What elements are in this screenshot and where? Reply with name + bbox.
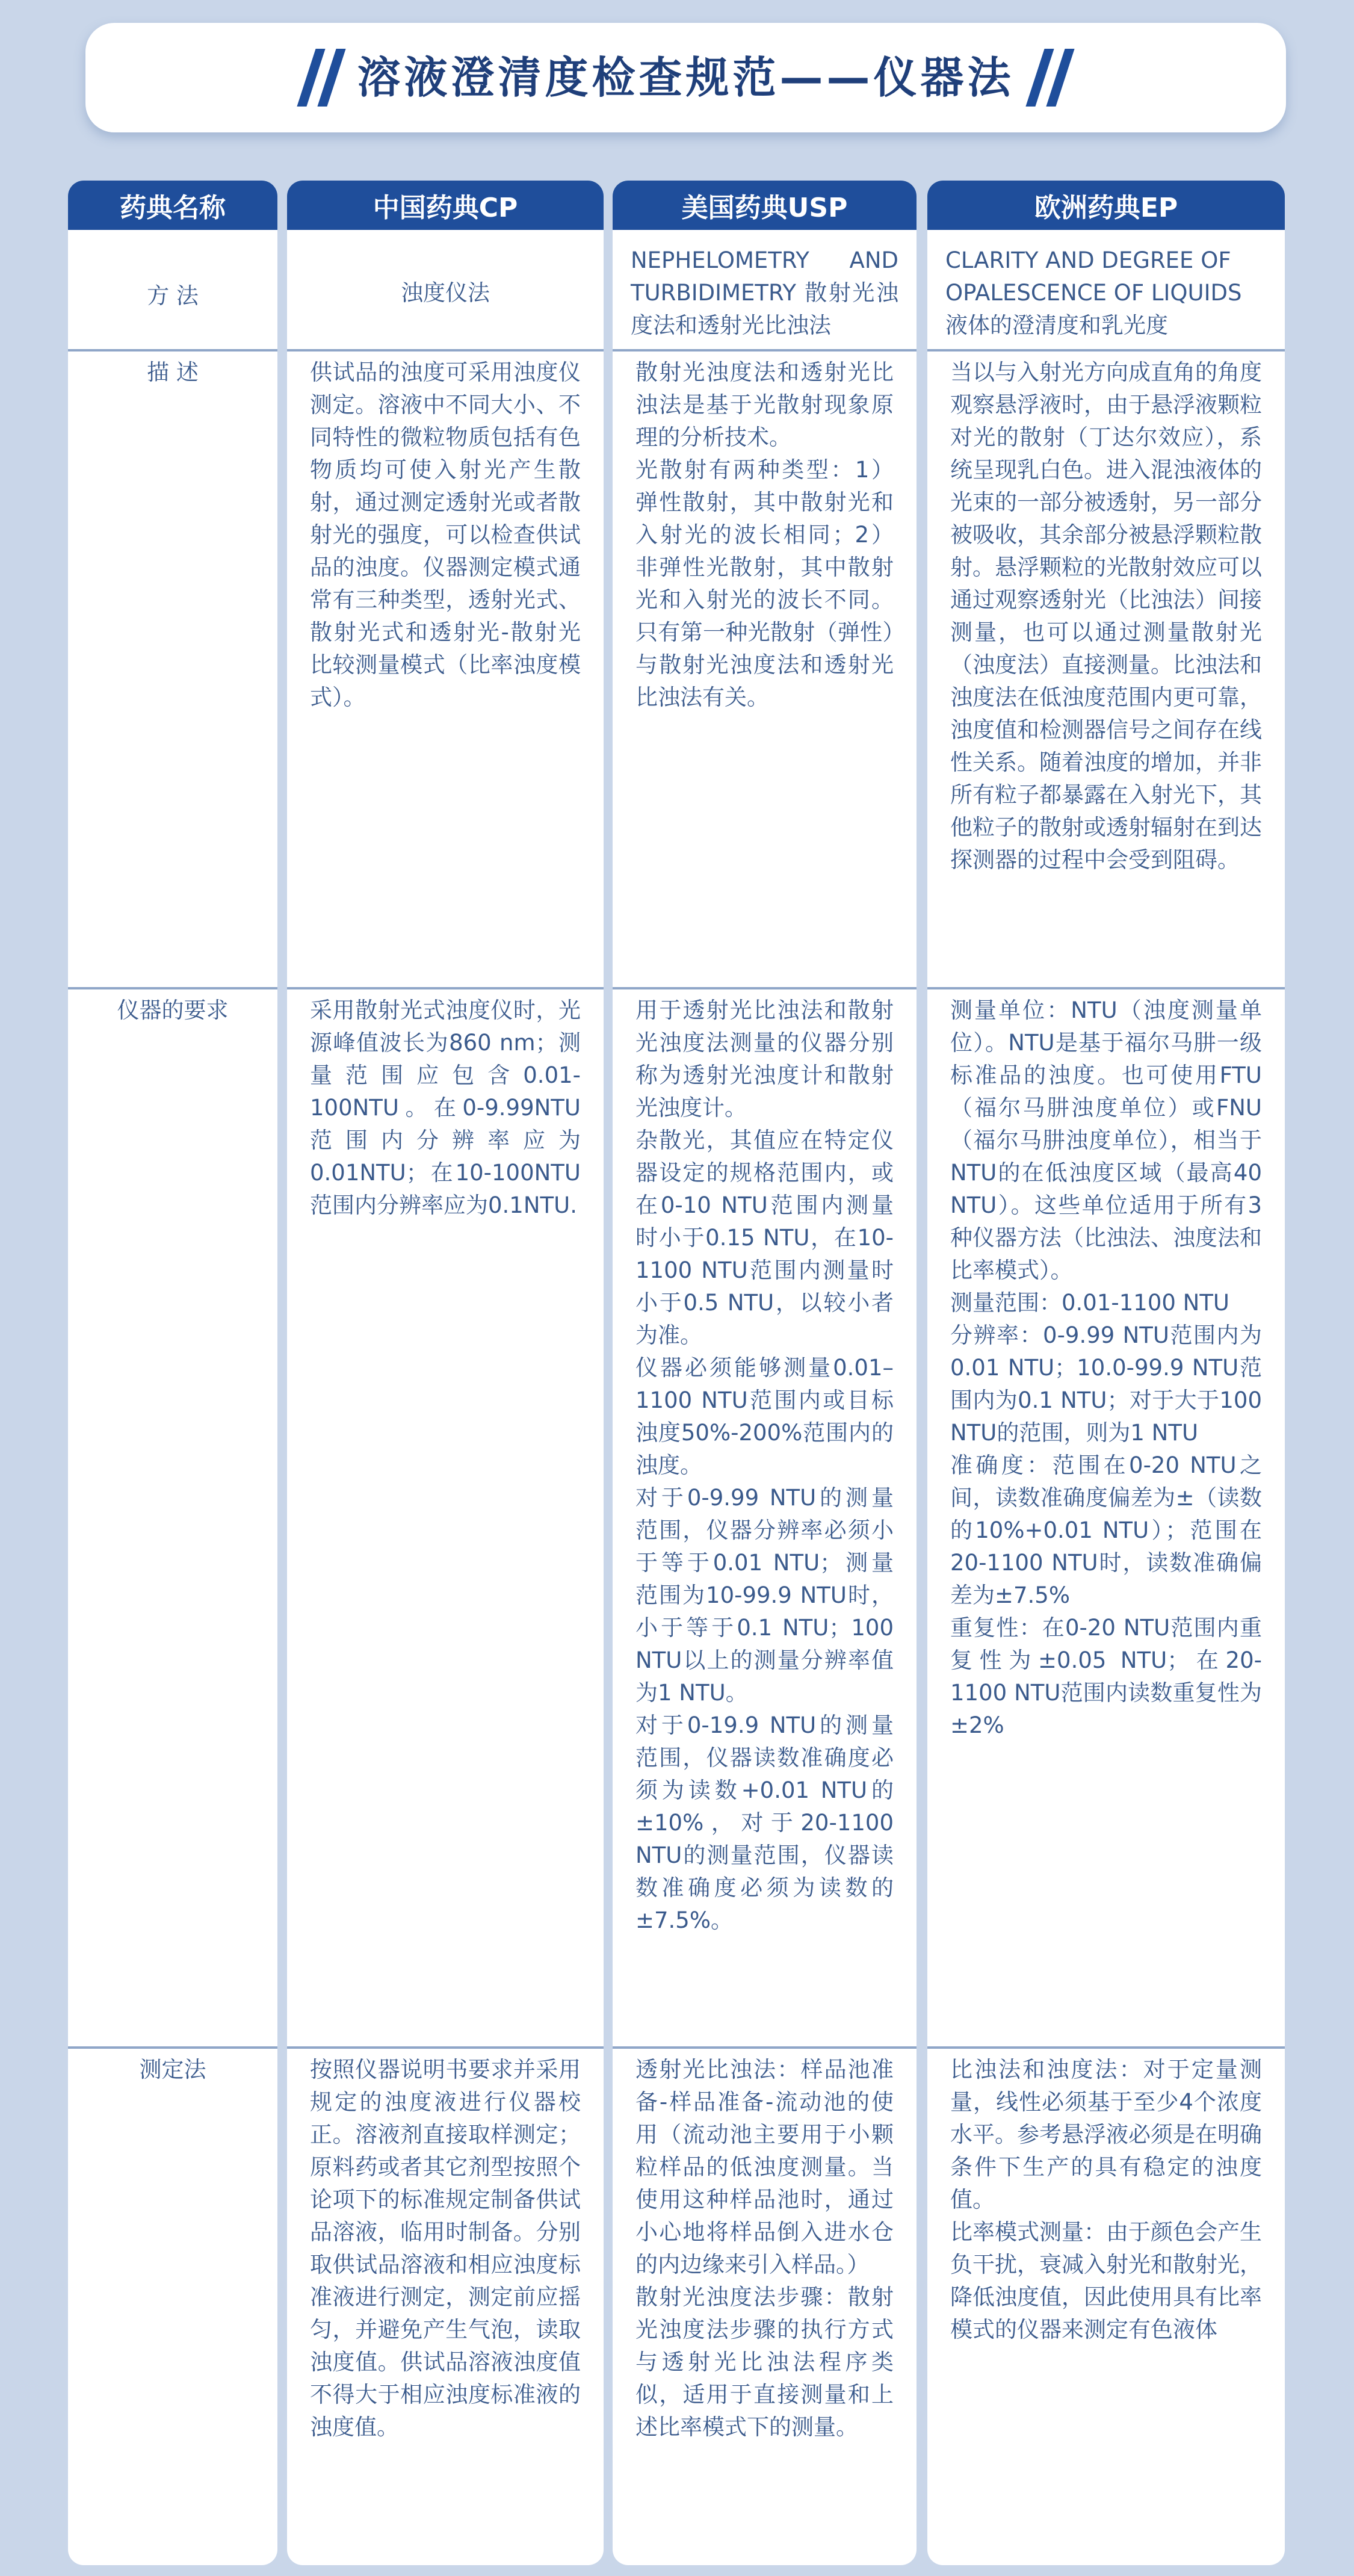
label-method: 方 法 [147, 283, 199, 309]
ep-requirements-p5: 重复性：在0-20 NTU范围内重复性为±0.05 NTU；在20-1100 NTU范围内读数重复性为±2% [950, 1615, 1262, 1738]
cp-procedure: 按照仪器说明书要求并采用规定的浊度液进行仪器校正。溶液剂直接取样测定；原料药或者其它剂型按照个论项下的标准规定制备供试品溶液，临用时制备。分别取供试品溶液和相应浊度标准液进行测定，测定前应摇匀，并避免产生气泡，读取浊度值。供试品溶液浊度值不得大于相应浊度标准液的浊度值。 [310, 2057, 581, 2440]
left-slash-decoration [306, 45, 336, 111]
label-requirements: 仪器的要求 [117, 997, 229, 1023]
header-cp: 中国药典CP [287, 181, 604, 230]
usp-procedure-p2: 散射光浊度法步骤：散射光浊度法步骤的执行方式与透射光比浊法程序类似，适用于直接测量和上述比率模式下的测量。 [635, 2284, 894, 2440]
ep-requirements [927, 988, 1285, 2048]
cp-description: 供试品的浊度可采用浊度仪测定。溶液中不同大小、不同特性的微粒物质包括有色物质均可使入射光产生散射，通过测定透射光或者散射光的强度，可以检查供试品的浊度。仪器测定模式通常有三种类型，透射光式、散射光式和透射光-散射光比较测量模式（比率浊度模式）。 [310, 359, 581, 710]
cp-requirements: 采用散射光式浊度仪时，光源峰值波长为860 nm；测量范围应包含0.01-100NTU。在0-9.99NTU范围内分辨率应为0.01NTU；在10-100NTU范围内分辨率应为0.1NTU. [310, 997, 581, 1218]
ep-procedure-p2: 比率模式测量：由于颜色会产生负干扰，衰减入射光和散射光，降低浊度值，因此使用具有比率模式的仪器来测定有色液体 [950, 2219, 1262, 2342]
usp-requirements [613, 988, 917, 2048]
usp-requirements-p3: 仪器必须能够测量0.01–1100 NTU范围内或目标浊度50%-200%范围内的浊度。 [635, 1355, 894, 1478]
ep-requirements-p4: 准确度：范围在0-20 NTU之间，读数准确度偏差为±（读数的10%+0.01 NTU）；范围在20-1100 NTU时，读数准确偏差为±7.5% [950, 1452, 1262, 1608]
header-pharmacopeia-name: 药典名称 [68, 181, 277, 230]
ep-method: CLARITY AND DEGREE OF OPALESCENCE OF LIQUIDS 液体的澄清度和乳光度 [945, 247, 1242, 338]
usp-requirements-p2: 杂散光，其值应在特定仪器设定的规格范围内，或在0-10 NTU范围内测量时小于0.15 NTU，在10-1100 NTU范围内测量时小于0.5 NTU，以较小者为准。 [635, 1127, 894, 1348]
ep-requirements-p3: 分辨率：0-9.99 NTU范围内为0.01 NTU；10.0-99.9 NTU范围内为0.1 NTU；对于大于100 NTU的范围，则为1 NTU [950, 1322, 1262, 1446]
label-procedure: 测定法 [139, 2057, 206, 2082]
label-description: 描 述 [147, 359, 199, 385]
usp-requirements-p4: 对于0-9.99 NTU的测量范围，仪器分辨率必须小于等于0.01 NTU；测量范围为10-99.9 NTU时，小于等于0.1 NTU；100 NTU以上的测量分辨率值为1 NTU。 [635, 1485, 894, 1706]
right-slash-decoration [1035, 45, 1065, 111]
header-ep: 欧洲药典EP [927, 181, 1285, 230]
ep-requirements-p2: 测量范围：0.01-1100 NTU [950, 1290, 1230, 1316]
usp-description-p2: 光散射有两种类型：1）弹性散射，其中散射光和入射光的波长相同；2）非弹性光散射，其中散射光和入射光的波长不同。只有第一种光散射（弹性）与散射光浊度法和透射光比浊法有关。 [635, 457, 894, 710]
column-usp [613, 181, 917, 2565]
page-title: 溶液澄清度检查规范——仪器法 [357, 45, 1014, 111]
usp-procedure [613, 2048, 917, 2565]
usp-method: NEPHELOMETRY AND TURBIDIMETRY 散射光浊度法和透射光比浊法 [631, 247, 898, 338]
title-banner [85, 23, 1286, 132]
cp-method: 浊度仪法 [401, 280, 490, 306]
ep-requirements-p1: 测量单位：NTU（浊度测量单位）。NTU是基于福尔马肼一级标准品的浊度。也可使用FTU（福尔马肼浊度单位）或FNU（福尔马肼浊度单位），相当于NTU的在低浊度区域（最高40 NTU）。这些单位适用于所有3种仪器方法（比浊法、浊度法和比率模式）。 [950, 997, 1262, 1283]
header-usp: 美国药典USP [613, 181, 917, 230]
column-ep [927, 181, 1285, 2565]
column-row-labels [68, 181, 277, 2565]
usp-requirements-p5: 对于0-19.9 NTU的测量范围，仪器读数准确度必须为读数+0.01 NTU的±10%，对于20-1100 NTU的测量范围，仪器读数准确度必须为读数的±7.5%。 [635, 1712, 894, 1933]
ep-procedure [927, 2048, 1285, 2565]
ep-procedure-p1: 比浊法和浊度法：对于定量测量，线性必须基于至少4个浓度水平。参考悬浮液必须是在明确条件下生产的具有稳定的浊度值。 [950, 2057, 1262, 2212]
ep-description: 当以与入射光方向成直角的角度观察悬浮液时，由于悬浮液颗粒对光的散射（丁达尔效应），系统呈现乳白色。进入混浊液体的光束的一部分被透射，另一部分被吸收，其余部分被悬浮颗粒散射。悬浮颗粒的光散射效应可以通过观察透射光（比浊法）间接测量，也可以通过测量散射光（浊度法）直接测量。比浊法和浊度法在低浊度范围内更可靠，浊度值和检测器信号之间存在线性关系。随着浊度的增加，并非所有粒子都暴露在入射光下，其他粒子的散射或透射辐射在到达探测器的过程中会受到阻碍。 [950, 359, 1262, 873]
usp-description [613, 350, 917, 988]
usp-description-p1: 散射光浊度法和透射光比浊法是基于光散射现象原理的分析技术。 [635, 359, 894, 450]
usp-requirements-p1: 用于透射光比浊法和散射光浊度法测量的仪器分别称为透射光浊度计和散射光浊度计。 [635, 997, 894, 1121]
column-cp [287, 181, 604, 2565]
usp-procedure-p1: 透射光比浊法：样品池准备-样品准备-流动池的使用（流动池主要用于小颗粒样品的低浊度测量。当使用这种样品池时，通过小心地将样品倒入进水仓的内边缘来引入样品。） [635, 2057, 894, 2277]
